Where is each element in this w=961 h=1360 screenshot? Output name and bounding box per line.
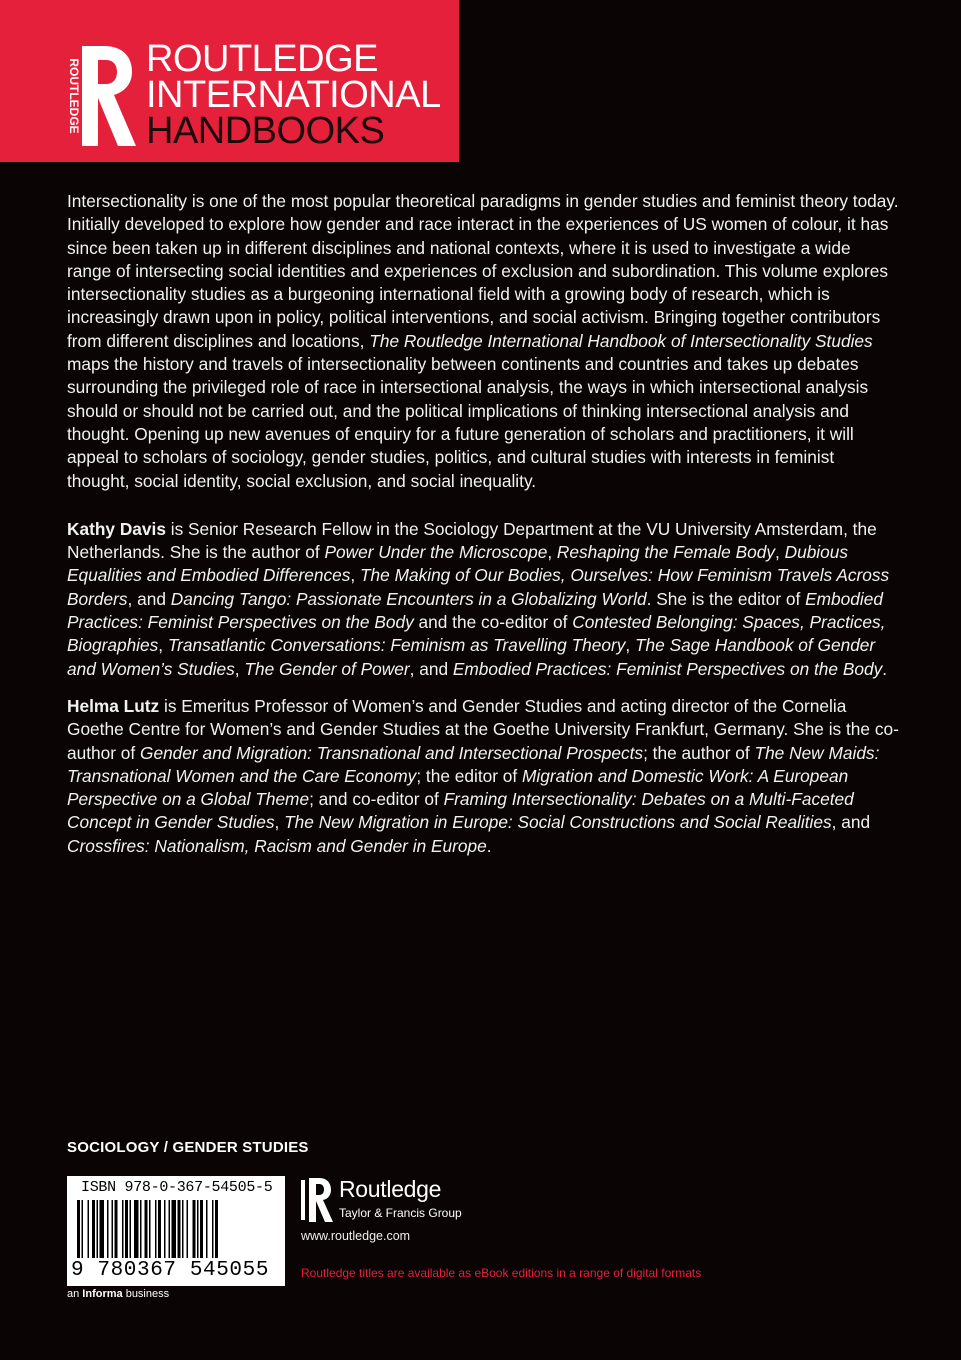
publisher-website[interactable]: www.routledge.com [301, 1229, 411, 1243]
subject-category: SOCIOLOGY / GENDER STUDIES [67, 1139, 309, 1156]
series-header-panel [0, 0, 459, 162]
series-title [146, 38, 441, 152]
isbn-barcode [67, 1176, 285, 1286]
series-line-3: HANDBOOKS [146, 110, 385, 152]
author-name: Kathy Davis [67, 518, 166, 539]
author-bio-lutz: Helma Lutz is Emeritus Professor of Women’s and Gender Studies and acting director of the Cornelia Goethe Centre for Women’s and Gender Studies at the Goethe University Frankfurt, Germany. She is the co-author of Gender and Migration: Transnational and Intersectional Prospects; the author of The New Maids: Transnational Women and the Care Economy; the editor of Migration and Domestic Work: A European Perspective on a Global Theme; and co-editor of Framing Intersectionality: Debates on a Multi-Faceted Concept in Gender Studies, The New Migration in Europe: Social Constructions and Social Realities, and Crossfires: Nationalism, Racism and Gender in Europe. [67, 695, 899, 856]
ebook-note: Routledge titles are available as eBook editions in a range of digital formats [301, 1266, 702, 1280]
back-cover-text [67, 190, 899, 872]
publisher-name: Routledge [339, 1176, 442, 1202]
series-line-2: INTERNATIONAL [146, 74, 441, 116]
isbn-number: ISBN 978-0-367-54505-5 [81, 1179, 273, 1196]
barcode-digits: 9 780367 545055 [71, 1259, 270, 1282]
publisher-group: Taylor & Francis Group [339, 1206, 462, 1220]
description-paragraph: Intersectionality is one of the most popular theoretical paradigms in gender studies and feminist theory today. Initially developed to explore how gender and race interact in the experiences of US women of colour, it has since been taken up in different disciplines and national contexts, where it is used to investigate a wide range of intersecting social identities and experiences of exclusion and subordination. This volume explores intersectionality studies as a burgeoning international field with a growing body of research, which is increasingly drawn upon in policy, political interventions, and social activism. Bringing together contributors from different disciplines and locations, The Routledge International Handbook of Intersectionality Studies maps the history and travels of intersectionality between continents and countries and takes up debates surrounding the privileged role of race in intersectional analysis, the ways in which intersectional analysis should or should not be carried out, and the political implications of thinking intersectional analysis and thought. Opening up new avenues of enquiry for a future generation of scholars and practitioners, it will appeal to scholars of sociology, gender studies, politics, and cultural studies with interests in feminist thought, social identity, social exclusion, and social inequality. [67, 191, 899, 491]
series-line-1: ROUTLEDGE [146, 38, 378, 80]
informa-business-note: an Informa business [67, 1288, 170, 1300]
author-bio-davis: Kathy Davis is Senior Research Fellow in the Sociology Department at the VU University Amsterdam, the Netherlands. She is the author of Power Under the Microscope, Reshaping the Female Body, Dubious Equalities and Embodied Differences, The Making of Our Bodies, Ourselves: How Feminism Travels Across Borders, and Dancing Tango: Passionate Encounters in a Globalizing World. She is the editor of Embodied Practices: Feminist Perspectives on the Body and the co-editor of Contested Belonging: Spaces, Practices, Biographies, Transatlantic Conversations: Feminism as Travelling Theory, The Sage Handbook of Gender and Women’s Studies, The Gender of Power, and Embodied Practices: Feminist Perspectives on the Body. [67, 518, 890, 679]
routledge-publisher-logo-icon [300, 1176, 334, 1224]
author-name: Helma Lutz [67, 695, 160, 716]
routledge-logo-icon [60, 42, 140, 150]
barcode-icon [75, 1200, 279, 1258]
logo-vertical-text: ROUTLEDGE [67, 58, 81, 134]
